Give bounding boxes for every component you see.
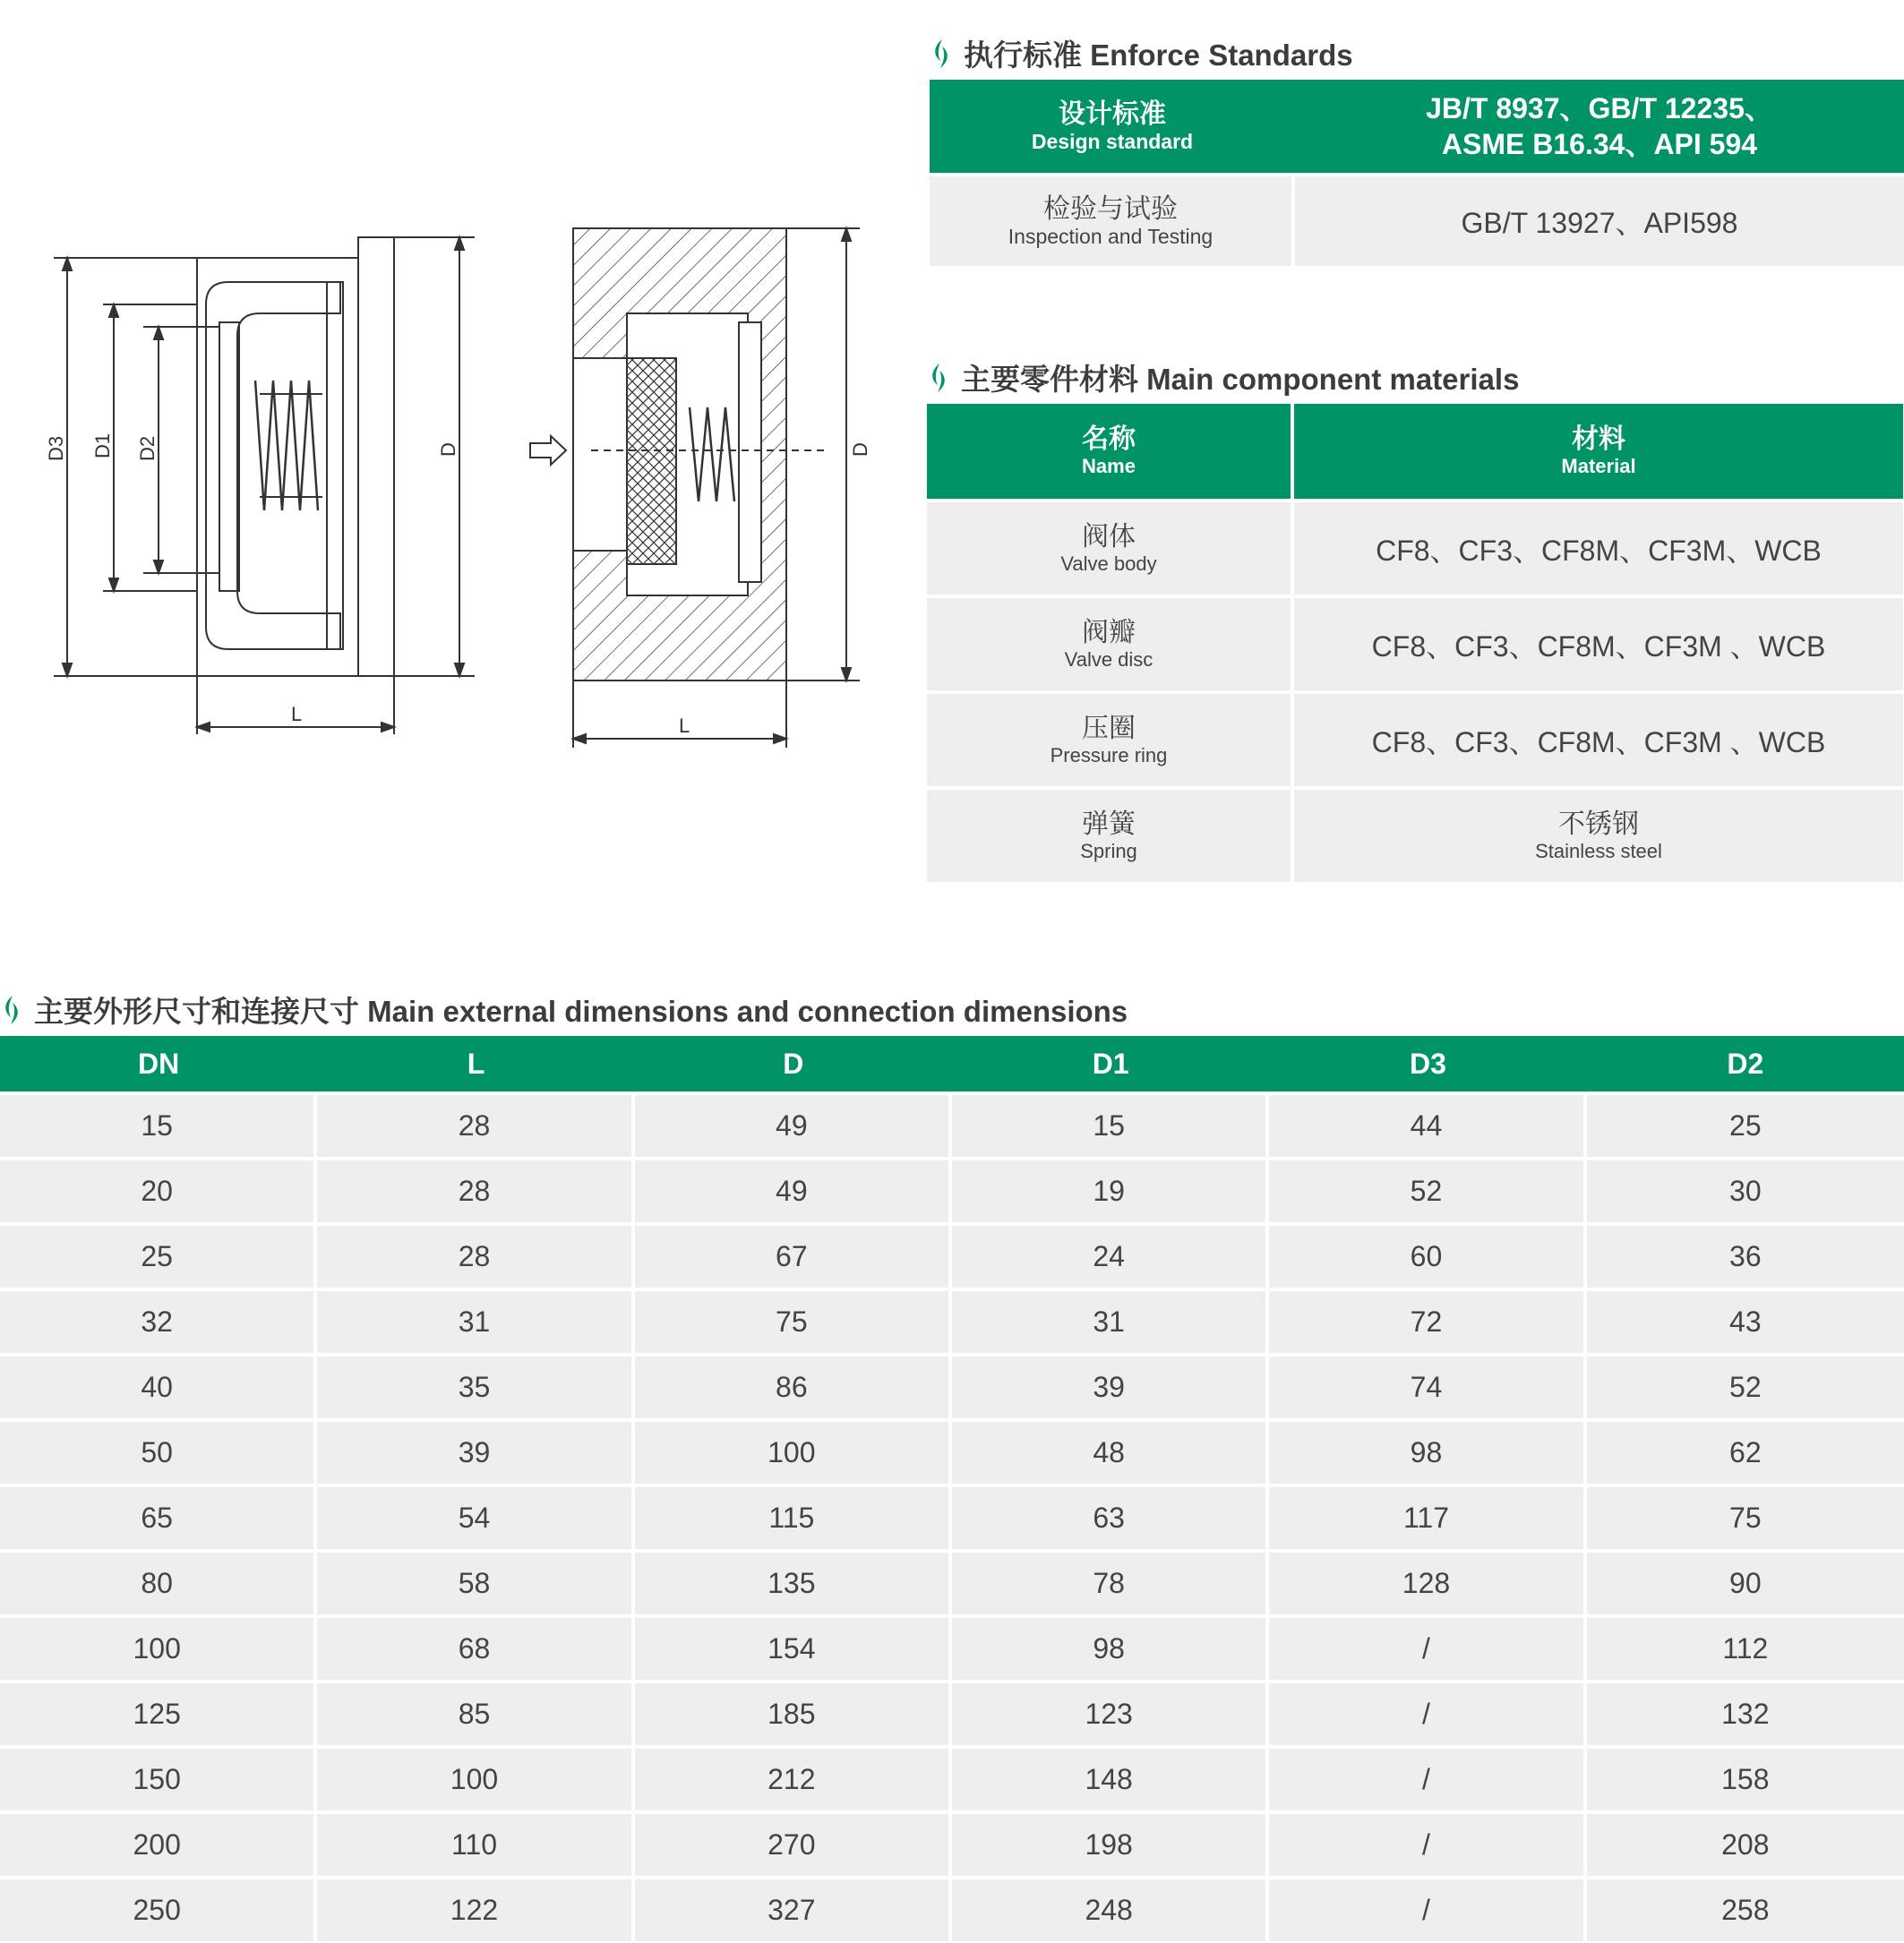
part-name-cn: 压圈 [1082, 713, 1136, 743]
table-row [0, 1157, 1904, 1222]
materials-row [927, 502, 1903, 598]
material-value-cn: 不锈钢 [1558, 809, 1639, 839]
table-cell: 115 [635, 1484, 952, 1549]
table-cell: 15 [0, 1091, 317, 1157]
design-standard-en: Design standard [1031, 130, 1194, 153]
material-value [1294, 790, 1903, 886]
table-row [0, 1614, 1904, 1680]
standards-table [930, 80, 1904, 266]
table-cell: 48 [952, 1418, 1269, 1484]
table-cell: 39 [952, 1353, 1269, 1418]
table-cell: 154 [635, 1614, 952, 1680]
part-name-cn: 阀瓣 [1082, 617, 1136, 647]
table-cell: 15 [952, 1091, 1269, 1157]
table-cell: 100 [635, 1418, 952, 1484]
table-cell: 128 [1269, 1549, 1586, 1614]
design-standard-value [1295, 80, 1904, 176]
table-cell: 49 [635, 1091, 952, 1157]
table-cell: 112 [1587, 1614, 1904, 1680]
table-cell: 100 [0, 1614, 317, 1680]
materials-table [927, 404, 1903, 886]
table-cell: 85 [317, 1680, 634, 1745]
table-cell: 68 [317, 1614, 634, 1680]
materials-header-row [927, 404, 1903, 502]
part-name-cell [927, 598, 1294, 694]
table-cell: 49 [635, 1157, 952, 1222]
table-cell: 31 [317, 1288, 634, 1353]
table-cell: / [1269, 1810, 1586, 1876]
table-cell: 36 [1587, 1222, 1904, 1288]
table-cell: 40 [0, 1353, 317, 1418]
leaf-icon [0, 994, 23, 1026]
table-row [0, 1876, 1904, 1941]
dimensions-header-row [0, 1036, 1904, 1091]
table-cell: / [1269, 1876, 1586, 1941]
table-cell: 80 [0, 1549, 317, 1614]
label-d1: D1 [91, 432, 114, 458]
table-cell: 198 [952, 1810, 1269, 1876]
table-cell: 58 [317, 1549, 634, 1614]
table-cell: 75 [1587, 1484, 1904, 1549]
table-cell: 25 [1587, 1091, 1904, 1157]
table-cell: 52 [1269, 1157, 1586, 1222]
table-cell: 52 [1587, 1353, 1904, 1418]
material-header-en: Material [1561, 455, 1636, 477]
table-cell: 208 [1587, 1810, 1904, 1876]
column-header-d: D [635, 1036, 952, 1091]
dimensions-section-title [0, 989, 1128, 1031]
table-cell: 123 [952, 1680, 1269, 1745]
table-cell: 117 [1269, 1484, 1586, 1549]
materials-row [927, 790, 1903, 886]
dimensions-table [0, 1036, 1904, 1941]
material-header-cn: 材料 [1572, 424, 1625, 454]
standards-section-title [930, 32, 1353, 74]
table-cell: 270 [635, 1810, 952, 1876]
leaf-icon [927, 362, 950, 394]
table-cell: 60 [1269, 1222, 1586, 1288]
column-header-dn: DN [0, 1036, 317, 1091]
table-cell: 125 [0, 1680, 317, 1745]
table-cell: 19 [952, 1157, 1269, 1222]
table-cell: 50 [0, 1418, 317, 1484]
materials-row [927, 598, 1903, 694]
table-cell: 67 [635, 1222, 952, 1288]
label-l-right: L [679, 715, 690, 737]
table-cell: 25 [0, 1222, 317, 1288]
table-row [0, 1549, 1904, 1614]
materials-header-name [927, 404, 1294, 502]
table-cell: 135 [635, 1549, 952, 1614]
table-cell: 75 [635, 1288, 952, 1353]
table-cell: 72 [1269, 1288, 1586, 1353]
table-row [0, 1745, 1904, 1810]
inspection-cn: 检验与试验 [1043, 194, 1178, 224]
table-row [0, 1288, 1904, 1353]
material-value: CF8、CF3、CF8M、CF3M、WCB [1294, 502, 1903, 598]
table-cell: 31 [952, 1288, 1269, 1353]
materials-section-title [927, 356, 1519, 398]
table-row [0, 1680, 1904, 1745]
design-standard-cn: 设计标准 [1059, 99, 1166, 129]
table-cell: 248 [952, 1876, 1269, 1941]
inspection-cell [930, 176, 1295, 266]
design-value-line2: ASME B16.34、API 594 [1441, 128, 1758, 160]
part-name-cell [927, 790, 1294, 886]
table-cell: 62 [1587, 1418, 1904, 1484]
table-cell: 63 [952, 1484, 1269, 1549]
name-header-cn: 名称 [1082, 424, 1136, 454]
standards-title-text: 执行标准 Enforce Standards [964, 39, 1353, 72]
table-row [0, 1353, 1904, 1418]
materials-row [927, 694, 1903, 790]
label-l: L [291, 703, 303, 725]
column-header-d3: D3 [1269, 1036, 1586, 1091]
label-d3: D3 [45, 435, 67, 461]
design-standard-cell [930, 80, 1295, 176]
column-header-d2: D2 [1587, 1036, 1904, 1091]
table-cell: / [1269, 1745, 1586, 1810]
table-cell: 28 [317, 1157, 634, 1222]
table-cell: 258 [1587, 1876, 1904, 1941]
part-name-en: Spring [1080, 839, 1137, 862]
table-cell: 43 [1587, 1288, 1904, 1353]
material-value-en: Stainless steel [1535, 839, 1662, 862]
table-cell: 20 [0, 1157, 317, 1222]
dimensions-title-text: 主要外形尺寸和连接尺寸 Main external dimensions and connection dimensions [34, 995, 1128, 1028]
table-cell: 250 [0, 1876, 317, 1941]
table-cell: 24 [952, 1222, 1269, 1288]
name-header-en: Name [1082, 455, 1136, 477]
material-value: CF8、CF3、CF8M、CF3M 、WCB [1294, 694, 1903, 790]
part-name-cell [927, 694, 1294, 790]
inspection-value: GB/T 13927、API598 [1295, 176, 1904, 266]
table-cell: 35 [317, 1353, 634, 1418]
table-cell: 110 [317, 1810, 634, 1876]
inspection-en: Inspection and Testing [1008, 225, 1214, 248]
valve-section-drawing [36, 215, 878, 761]
table-cell: 28 [317, 1222, 634, 1288]
table-cell: 28 [317, 1091, 634, 1157]
column-header-l: L [317, 1036, 634, 1091]
table-cell: 98 [1269, 1418, 1586, 1484]
table-cell: 148 [952, 1745, 1269, 1810]
table-cell: 158 [1587, 1745, 1904, 1810]
table-row [0, 1222, 1904, 1288]
leaf-icon [930, 38, 953, 70]
design-value-line1: JB/T 8937、GB/T 12235、 [1426, 92, 1773, 124]
part-name-cn: 阀体 [1082, 521, 1136, 552]
table-cell: 150 [0, 1745, 317, 1810]
table-cell: 90 [1587, 1549, 1904, 1614]
column-header-d1: D1 [952, 1036, 1269, 1091]
table-cell: 100 [317, 1745, 634, 1810]
table-cell: 44 [1269, 1091, 1586, 1157]
label-d: D [437, 442, 459, 457]
materials-header-material [1294, 404, 1903, 502]
table-cell: 185 [635, 1680, 952, 1745]
table-cell: 122 [317, 1876, 634, 1941]
table-cell: 30 [1587, 1157, 1904, 1222]
table-cell: 65 [0, 1484, 317, 1549]
table-cell: 86 [635, 1353, 952, 1418]
label-d2: D2 [136, 435, 159, 461]
material-value: CF8、CF3、CF8M、CF3M 、WCB [1294, 598, 1903, 694]
table-cell: 39 [317, 1418, 634, 1484]
table-row [0, 1418, 1904, 1484]
part-name-cn: 弹簧 [1082, 809, 1136, 839]
label-d-right: D [849, 442, 871, 457]
table-cell: 132 [1587, 1680, 1904, 1745]
standards-row-inspection [930, 176, 1904, 266]
standards-row-design [930, 80, 1904, 176]
part-name-en: Pressure ring [1050, 743, 1168, 766]
table-cell: 74 [1269, 1353, 1586, 1418]
table-cell: / [1269, 1614, 1586, 1680]
table-row [0, 1484, 1904, 1549]
table-cell: 212 [635, 1745, 952, 1810]
table-cell: 54 [317, 1484, 634, 1549]
part-name-cell [927, 502, 1294, 598]
table-cell: 32 [0, 1288, 317, 1353]
part-name-en: Valve disc [1064, 647, 1154, 671]
table-row [0, 1810, 1904, 1876]
part-name-en: Valve body [1060, 552, 1157, 575]
table-cell: 327 [635, 1876, 952, 1941]
table-cell: 98 [952, 1614, 1269, 1680]
table-cell: 78 [952, 1549, 1269, 1614]
table-cell: 200 [0, 1810, 317, 1876]
materials-title-text: 主要零件材料 Main component materials [961, 363, 1520, 396]
table-cell: / [1269, 1680, 1586, 1745]
table-row [0, 1091, 1904, 1157]
